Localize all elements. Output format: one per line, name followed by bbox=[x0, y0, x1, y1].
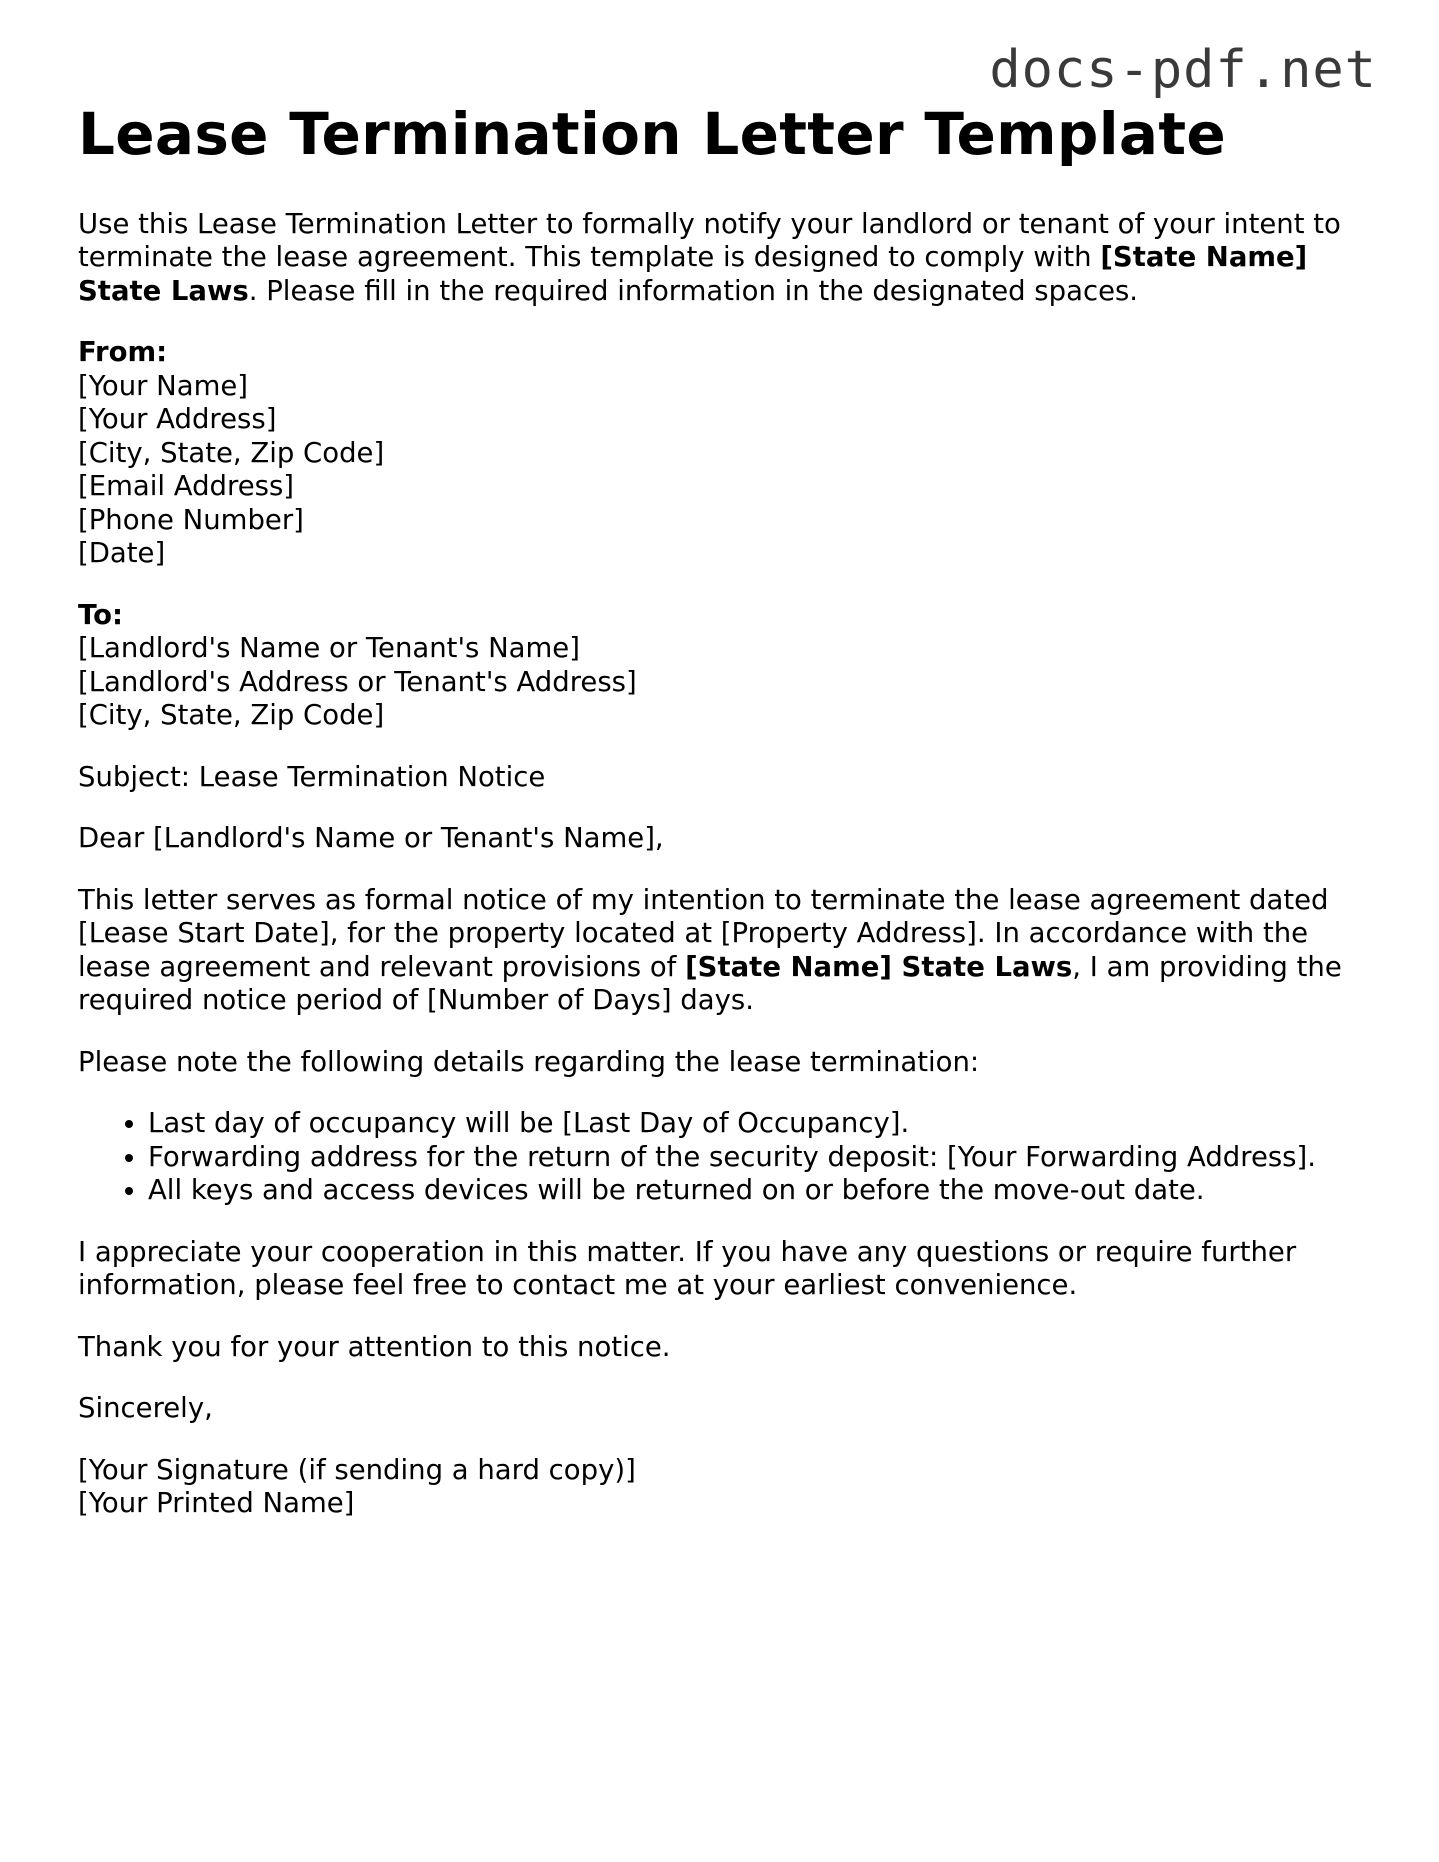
letter-document bbox=[78, 100, 1368, 1521]
list-item: • Last day of occupancy will be [Last Day of Occupancy]. bbox=[148, 1107, 1368, 1141]
from-line-name: [Your Name] bbox=[78, 369, 249, 402]
intro-text-end: . Please fill in the required information in the designated spaces. bbox=[248, 274, 1139, 307]
from-block bbox=[78, 336, 1368, 571]
list-item: • Forwarding address for the return of the security deposit: [Your Forwarding Address]. bbox=[148, 1141, 1368, 1175]
intro-paragraph bbox=[78, 208, 1368, 309]
list-item: • All keys and access devices will be returned on or before the move-out date. bbox=[148, 1174, 1368, 1208]
from-line-email: [Email Address] bbox=[78, 470, 295, 503]
body-paragraph bbox=[78, 884, 1368, 1018]
from-line-date: [Date] bbox=[78, 537, 166, 570]
from-line-phone: [Phone Number] bbox=[78, 503, 304, 536]
page-title: Lease Termination Letter Template bbox=[78, 100, 1226, 168]
to-line-name: [Landlord's Name or Tenant's Name] bbox=[78, 632, 580, 665]
from-line-city: [City, State, Zip Code] bbox=[78, 436, 385, 469]
signature-line: [Your Signature (if sending a hard copy)] bbox=[78, 1453, 636, 1486]
to-line-address: [Landlord's Address or Tenant's Address] bbox=[78, 665, 637, 698]
details-list bbox=[78, 1107, 1368, 1208]
subject-line: Subject: Lease Termination Notice bbox=[78, 760, 546, 793]
signature-block bbox=[78, 1454, 1368, 1521]
to-line-city: [City, State, Zip Code] bbox=[78, 699, 385, 732]
from-label: From: bbox=[78, 336, 168, 369]
signoff: Sincerely, bbox=[78, 1392, 213, 1425]
to-label: To: bbox=[78, 598, 123, 631]
closing-paragraph: I appreciate your cooperation in this matter. If you have any questions or require further information, please feel free to contact me at your earliest convenience. bbox=[78, 1235, 1297, 1302]
salutation: Dear [Landlord's Name or Tenant's Name], bbox=[78, 822, 664, 855]
to-block bbox=[78, 599, 1368, 733]
details-intro: Please note the following details regarding the lease termination: bbox=[78, 1045, 980, 1078]
intro-text-start: Use this Lease Termination Letter to formally notify your landlord or tenant of your intent to terminate the lease agreement. This template is designed to comply with bbox=[78, 207, 1341, 274]
body-text-end: , I am providing the required notice period of [Number of Days] days. bbox=[78, 950, 1342, 1017]
printed-name-line: [Your Printed Name] bbox=[78, 1487, 355, 1520]
from-line-address: [Your Address] bbox=[78, 403, 277, 436]
body-text-start: This letter serves as formal notice of my intention to terminate the lease agreement dated [Lease Start Date], for the property located at [Property Address]. In accordance with the lease agreement and relevant provisions of bbox=[78, 883, 1329, 983]
thanks-line: Thank you for your attention to this notice. bbox=[78, 1330, 671, 1363]
body-state-laws: [State Name] State Laws bbox=[685, 950, 1073, 983]
watermark-site-name: docs-pdf.net bbox=[989, 40, 1377, 100]
intro-state-laws: [State Name] State Laws bbox=[78, 241, 1308, 307]
